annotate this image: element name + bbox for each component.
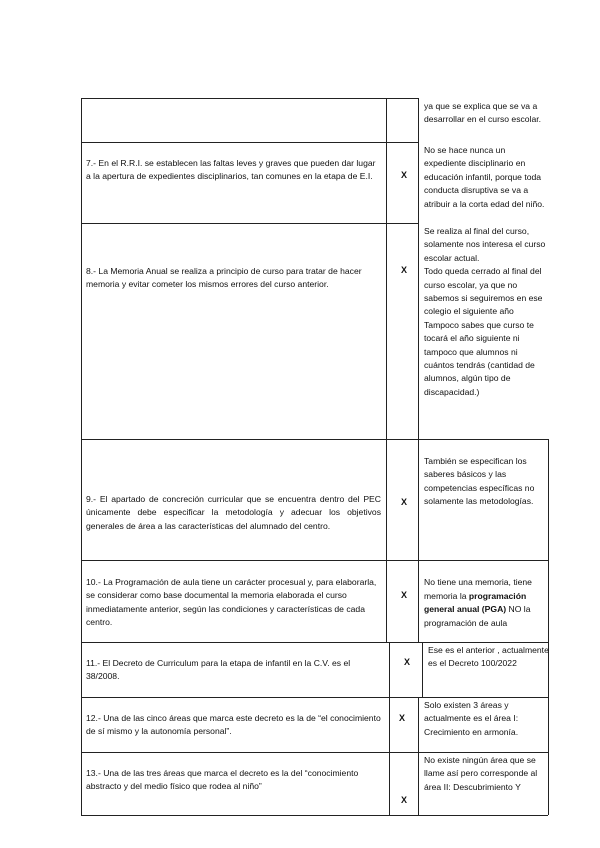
false-mark: X xyxy=(400,170,407,180)
false-mark: X xyxy=(398,713,405,723)
row-border xyxy=(81,142,419,143)
answer-cell: También se especifican los saberes básicos y las competencias específicas no solamente las metodologías. xyxy=(424,456,535,507)
row-border xyxy=(81,98,419,99)
row-border xyxy=(81,560,548,561)
col-border xyxy=(81,98,82,815)
row-border xyxy=(81,439,548,440)
answer-cell: Ese es el anterior , actualmente es el Decreto 100/2022 xyxy=(428,645,549,669)
question-cell: 7.- En el R.R.I. se establecen las faltas leves y graves que pueden dar lugar a la apertura de expedientes disciplinarios, tan comunes en la etapa de E.I. xyxy=(86,158,376,182)
row-border xyxy=(81,697,548,698)
question-cell: 11.- El Decreto de Curriculum para la etapa de infantil en la C.V. es el 38/2008. xyxy=(86,658,351,682)
false-mark: X xyxy=(400,265,407,275)
false-mark: X xyxy=(400,795,407,805)
answer-cell: Solo existen 3 áreas y actualmente es el área I: Crecimiento en armonía. xyxy=(424,700,519,737)
false-mark: X xyxy=(400,497,407,507)
row-border xyxy=(81,752,548,753)
answer-cell: No se hace nunca un expediente disciplinario en educación infantil, porque toda conducta disruptiva se va a atribuir a la corta edad del niño. xyxy=(424,145,545,209)
col-border xyxy=(422,642,423,697)
answer-cell: ya que se explica que se va a desarrollar en el curso escolar. xyxy=(424,101,542,125)
row-border xyxy=(81,642,548,643)
col-border xyxy=(389,642,390,815)
question-cell: 9.- El apartado de concreción curricular que se encuentra dentro del PEC únicamente debe especificar la metodología y adecuar los objetivos generales de área a las características del alumnado del centro. xyxy=(86,494,381,531)
col-border xyxy=(418,98,419,642)
answer-cell xyxy=(424,563,546,630)
col-border xyxy=(386,98,387,642)
row-border xyxy=(81,815,548,816)
answer-text: No tiene una memoria, tiene memoria la xyxy=(424,577,532,601)
question-cell: 12.- Una de las cinco áreas que marca este decreto es la de “el conocimiento de sí mismo y la autonomía personal”. xyxy=(86,713,381,737)
false-mark: X xyxy=(400,590,407,600)
col-border xyxy=(548,439,549,815)
question-cell: 8.- La Memoria Anual se realiza a principio de curso para tratar de hacer memoria y evitar cometer los mismos errores del curso anterior. xyxy=(86,266,362,290)
answer-text: NO la programación de aula xyxy=(424,604,531,628)
row-border xyxy=(81,223,419,224)
question-cell: 10.- La Programación de aula tiene un carácter procesual y, para elaborarla, se considerar como base documental la memoria elaborada el curso inmediatamente anterior, según las condiciones y características de cada centro. xyxy=(86,577,377,628)
col-border xyxy=(418,697,419,815)
answer-bold-text: programación general anual (PGA) xyxy=(424,590,527,615)
answer-cell: No existe ningún área que se llame así pero corresponde al área II: Descubrimiento Y xyxy=(424,755,538,792)
false-mark: X xyxy=(403,657,410,667)
answer-cell: Se realiza al final del curso, solamente nos interesa el curso escolar actual. Todo queda cerrado al final del curso escolar, ya que no sabemos si seguiremos en ese colegio el siguiente año Tampoco sabes que curso te tocará el año siguiente ni tampoco que alumnos ni cuántos tendrás (cantidad de alumnos, algún tipo de discapacidad.) xyxy=(424,226,546,397)
question-cell: 13.- Una de las tres áreas que marca el decreto es la del “conocimiento abstracto y del medio físico que rodea al niño” xyxy=(86,768,359,792)
